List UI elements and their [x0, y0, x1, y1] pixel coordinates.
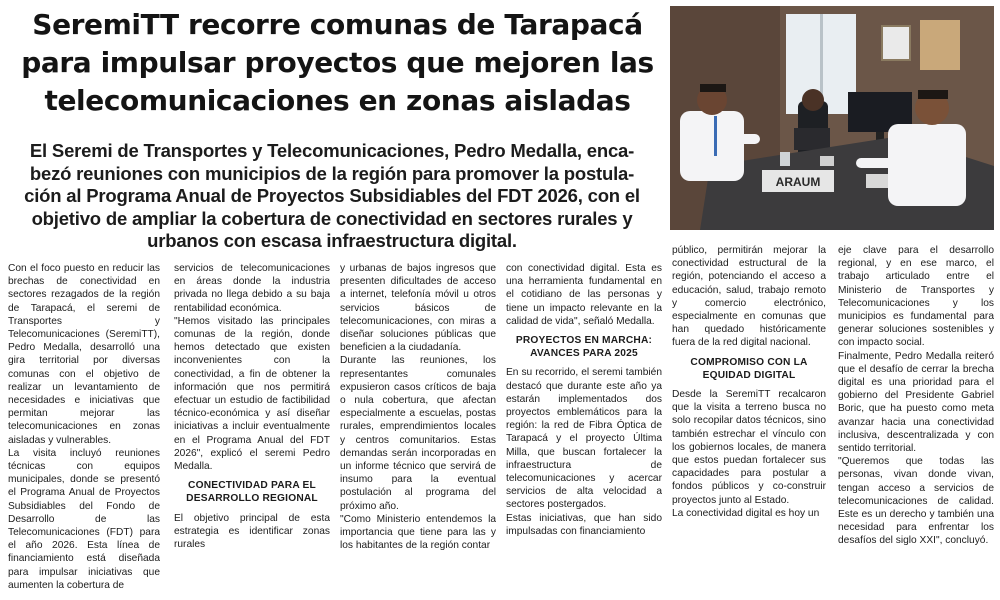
headline-line: telecomunicaciones en zonas aisladas	[44, 84, 631, 117]
article-paragraph: servicios de telecomunicaciones en áreas donde la industria privada no llega debido a su baja rentabilidad económica.	[174, 263, 330, 314]
lead-paragraph	[6, 140, 658, 253]
article-paragraph: El objetivo principal de esta estrategia es identificar zonas rurales	[174, 512, 330, 551]
article-paragraph: y urbanas de bajos ingresos que presenten dificultades de acceso a internet, telefonía móvil u otros servicios básicos de telecomunicaciones, con miras a diseñar soluciones públicas que beneficien a la ciudadanía.	[340, 263, 496, 354]
article-column-2	[174, 262, 330, 596]
headline-line: para impulsar proyectos que mejoren las	[21, 46, 654, 79]
article-paragraph: público, permitirán mejorar la conectividad estructural de la región, potenciando el acceso a educación, salud, trabajo remoto y comercio electrónico, especialmente en comunas que han quedado históricamente fuera de la red digital nacional.	[672, 245, 826, 349]
lead-line: ción al Programa Anual de Proyectos Subsidiables del FDT 2026, con el	[24, 185, 640, 207]
article-paragraph: La conectividad digital es hoy un	[672, 507, 820, 519]
article-paragraph: La visita incluyó reuniones técnicas con equipos municipales, donde se presentó el Programa Anual de Proyectos Subsidiables del Fondo de Desarrollo de las Telecomunicaciones (FDT) para el año 2026. Esta línea de financiamiento está diseñada para impulsar iniciativas que aumenten la cobertura de	[8, 447, 160, 591]
article-paragraph: Durante las reuniones, los representantes comunales expusieron casos críticos de baja o nula cobertura, que afectan especialmente a escuelas, postas rurales, emprendimientos locales y centros comunitarios. Estas demandas serán incorporadas en un informe técnico que servirá de insumo para la eventual postulación al programa del próximo año.	[340, 355, 496, 512]
lead-line: bezó reuniones con municipios de la región para promover la postula-	[29, 162, 635, 184]
article-paragraph: eje clave para el desarrollo regional, y en ese marco, el trabajo articulado entre el Ministerio de Transportes y Telecomunicaciones y los municipios es fundamental para generar soluciones sostenibles y con impacto social.	[838, 245, 994, 349]
meeting-illustration	[670, 6, 994, 230]
section-heading: PROYECTOS EN MARCHA: AVANCES PARA 2025	[515, 335, 653, 360]
meeting-photo	[670, 6, 994, 230]
headline	[10, 6, 665, 120]
article-paragraph: Desde la SeremiTT recalcaron que la visita a terreno busca no solo recopilar datos técnicos, sino también estrechar el vínculo con los gobiernos locales, de manera que estos puedan fortalecer sus capacidades para postular a fondos públicos y co-construir proyectos junto al Estado.	[672, 389, 826, 506]
article-column-3	[340, 262, 496, 596]
headline-line: SeremiTT recorre comunas de Tarapacá	[32, 8, 643, 41]
article-paragraph: En su recorrido, el seremi también destacó que durante este año ya estarán implementados dos proyectos emblemáticos para la región: la red de Fibra Óptica de Tarapacá y el proyecto Última Milla, que buscan fortalecer la infraestructura de telecomunicaciones y acercar servicios de alta velocidad a sectores postergados.	[506, 367, 662, 511]
article-paragraph: "Queremos que todas las personas, vivan donde vivan, tengan acceso a servicios de telecomunicaciones de calidad. Este es un derecho y también una necesidad para enfrentar los desafíos del siglo XXI", concluyó.	[838, 456, 994, 547]
article-paragraph: "Hemos visitado las principales comunas de la región, donde hemos detectado que existen inconvenientes con la conectividad, a fin de obtener la información que nos permitirá efectuar un estudio de factibilidad técnico-económica y así diseñar iniciativas a incluir eventualmente en el Programa Anual del FDT 2026", explicó el seremi Pedro Medalla.	[174, 315, 330, 473]
article-column-1	[8, 262, 160, 596]
article-column-5	[672, 244, 826, 596]
article-column-6	[838, 244, 994, 596]
article-paragraph: Estas iniciativas, que han sido impulsadas con financiamiento	[506, 512, 662, 537]
section-heading: CONECTIVIDAD PARA EL DESARROLLO REGIONAL	[186, 480, 318, 505]
lead-line: objetivo de ampliar la cobertura de conectividad en sectores rurales y	[31, 207, 633, 229]
lead-line: El Seremi de Transportes y Telecomunicaciones, Pedro Medalla, enca-	[29, 140, 635, 161]
article-column-4	[506, 262, 662, 596]
section-heading: COMPROMISO CON LA EQUIDAD DIGITAL	[690, 356, 808, 381]
article-paragraph: con conectividad digital. Esta es una herramienta fundamental en el cotidiano de las personas y tiene un impacto relevante en la calidad de vida", señaló Medalla.	[506, 263, 662, 327]
article-paragraph: Finalmente, Pedro Medalla reiteró que el desafío de cerrar la brecha digital es una prioridad para el gobierno del Presidente Gabriel Boric, que ha puesto como meta avanzar hacia una conectividad inclusiva, descentralizada y con sentido territorial.	[838, 350, 994, 455]
photo-sign-text: ARAUM	[775, 175, 821, 189]
lead-line: urbanos con escasa infraestructura digital.	[147, 230, 517, 252]
article-paragraph: "Como Ministerio entendemos la importancia que tiene para las y los habitantes de la región contar	[340, 513, 496, 552]
article-paragraph: Con el foco puesto en reducir las brechas de conectividad en sectores rezagados de la región de Tarapacá, el seremi de Transportes y Telecomunicaciones (SeremiTT), Pedro Medalla, desarrolló una gira territorial por diversas comunas con el objetivo de realizar un levantamiento de necesidades e iniciativas que permitan mejorar las telecomunicaciones en zonas aisladas y vulnerables.	[8, 263, 160, 446]
